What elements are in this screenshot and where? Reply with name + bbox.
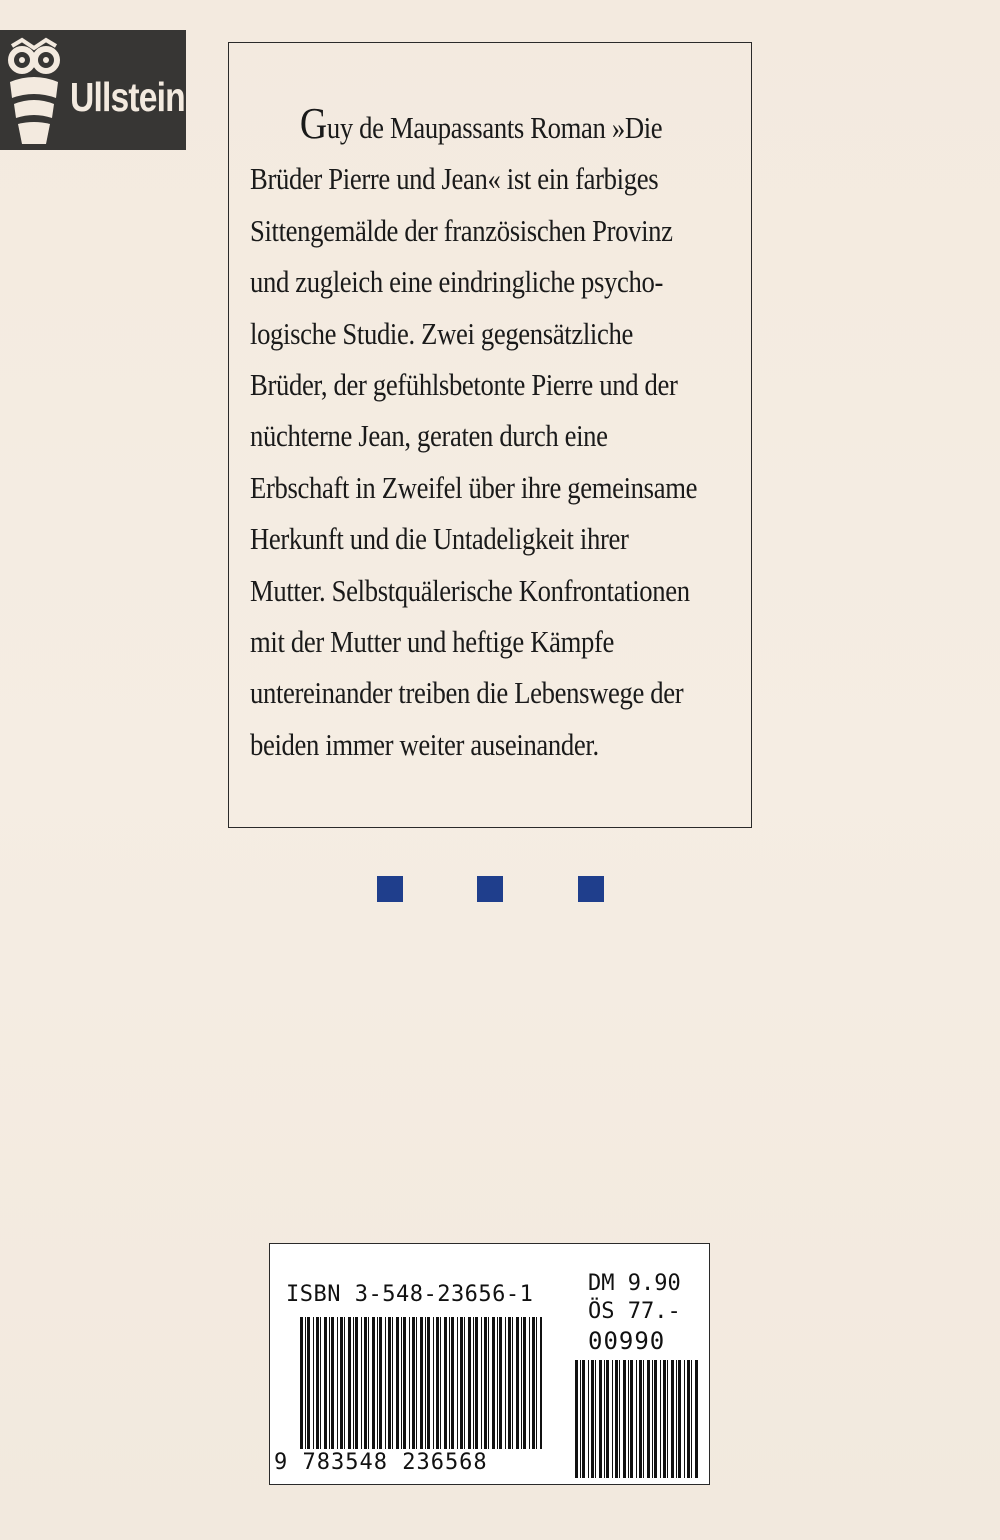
barcode-bar [464,1317,465,1449]
barcode-bar [392,1317,393,1449]
barcode-bar [580,1360,581,1478]
owl-icon [2,32,66,148]
barcode-bar [344,1317,345,1449]
barcode-bar [449,1317,450,1449]
blurb-line-2: Brüder Pierre und Jean« ist ein farbiges [250,161,659,197]
barcode-bar [639,1360,642,1478]
blurb-line-8: Erbschaft in Zweifel über ihre gemeinsame [250,469,698,505]
barcode-bar [532,1317,535,1449]
ean-digits: 9 783548 236568 [274,1450,488,1475]
barcode-bar [307,1317,310,1449]
barcode-bar [678,1360,681,1478]
barcode-bar [372,1317,375,1449]
barcode-bar [695,1360,698,1478]
barcode-bar [481,1317,482,1449]
blurb-line-9: Herkunft und die Untadeligkeit ihrer [250,521,629,557]
blurb-line-text: uy de Maupassants Roman »Die [326,110,663,145]
barcode-bar [433,1317,434,1449]
blurb-line-5: logische Studie. Zwei gegensätzliche [250,315,633,351]
barcode-bar [643,1360,644,1478]
isbn-text: ISBN 3-548-23656-1 [286,1282,534,1307]
barcode-bar [457,1317,458,1449]
barcode-bar [606,1360,609,1478]
price-os: ÖS 77.- [588,1299,681,1324]
barcode-bar [676,1360,677,1478]
barcode-bar [647,1360,650,1478]
barcode-bar [436,1317,439,1449]
barcode-bar [582,1360,585,1478]
barcode-bar [516,1317,519,1449]
barcode-bar [300,1317,303,1449]
barcode-bar [364,1317,367,1449]
barcode-bar [595,1360,596,1478]
barcode-bar [599,1360,602,1478]
barcode-bar [348,1317,351,1449]
price-code: 00990 [588,1327,666,1355]
barcode-bar [388,1317,391,1449]
barcode-bar [523,1317,526,1449]
barcode-bar [427,1317,430,1449]
barcode-bar [652,1360,653,1478]
barcode-bar [412,1317,415,1449]
barcode-bar [444,1317,447,1449]
barcode-bar [499,1317,502,1449]
barcode-bar [630,1360,633,1478]
barcode-bar [313,1317,314,1449]
barcode-bar [320,1317,321,1449]
barcode-bar [667,1360,668,1478]
barcode-bar [329,1317,330,1449]
barcode-bar [615,1360,618,1478]
barcode-bar [497,1317,498,1449]
barcode-bar [540,1317,542,1449]
barcode-bar [468,1317,471,1449]
barcode-bar [331,1317,334,1449]
barcode-bar [353,1317,354,1449]
drop-cap: G [299,99,327,148]
blurb-line-4: und zugleich eine eindringliche psycho- [250,264,664,300]
barcode-bar [612,1360,613,1478]
barcode-bar [403,1317,406,1449]
barcode-bar [484,1317,487,1449]
barcode-bar [521,1317,522,1449]
barcode-bar [420,1317,423,1449]
barcode-bar [379,1317,382,1449]
publisher-name: Ullstein [70,74,185,120]
blurb-line-1 [250,99,671,153]
blurb-line-13: beiden immer weiter auseinander. [250,726,599,762]
blurb-text [250,99,740,770]
barcode-bar [401,1317,402,1449]
barcode-bar [663,1360,666,1478]
barcode-bar [396,1317,399,1449]
barcode-bar [425,1317,426,1449]
barcode-bar [460,1317,463,1449]
barcode-bar [619,1360,620,1478]
barcode-bar [588,1360,589,1478]
barcode-bar [508,1317,511,1449]
barcode-bar [385,1317,386,1449]
barcode-bar [505,1317,506,1449]
barcode-bar [512,1317,513,1449]
barcode-bar [575,1360,578,1478]
price-dm: DM 9.90 [588,1271,681,1296]
barcode-bar [337,1317,338,1449]
barcode-bar [368,1317,369,1449]
barcode-bar [416,1317,417,1449]
ean-barcode [300,1317,542,1449]
barcode-bar [451,1317,454,1449]
barcode-bar [687,1360,690,1478]
barcode-bar [604,1360,605,1478]
blurb-line-10: Mutter. Selbstquälerische Konfrontationen [250,572,690,608]
publisher-logo [0,30,186,150]
barcode-bar [529,1317,530,1449]
barcode-bar [340,1317,343,1449]
barcode-bar [475,1317,478,1449]
barcode-bar [473,1317,474,1449]
barcode-bar [361,1317,362,1449]
barcode-bar [628,1360,629,1478]
barcode-bar [660,1360,661,1478]
barcode-bar [536,1317,537,1449]
barcode-bar [636,1360,637,1478]
barcode-bar [623,1360,626,1478]
barcode-bar [671,1360,674,1478]
barcode-bar [691,1360,692,1478]
barcode-bar [324,1317,327,1449]
barcode-bar [377,1317,378,1449]
ornament-square [477,876,503,902]
barcode-bar [440,1317,441,1449]
barcode-bar [492,1317,495,1449]
price-addon-barcode [575,1360,699,1478]
ornament-square [377,876,403,902]
barcode-bar [591,1360,594,1478]
ornament-square [578,876,604,902]
blurb-line-3: Sittengemälde der französischen Provinz [250,212,673,248]
barcode-bar [305,1317,306,1449]
blurb-line-7: nüchterne Jean, geraten durch eine [250,418,608,454]
barcode-bar [684,1360,685,1478]
blurb-line-12: untereinander treiben die Lebenswege der [250,675,684,711]
barcode-bar [654,1360,657,1478]
barcode-bar [409,1317,410,1449]
blurb-line-11: mit der Mutter und heftige Kämpfe [250,623,615,659]
barcode-bar [355,1317,358,1449]
blurb-line-6: Brüder, der gefühlsbetonte Pierre und der [250,366,678,402]
barcode-bar [488,1317,489,1449]
barcode-bar [316,1317,319,1449]
